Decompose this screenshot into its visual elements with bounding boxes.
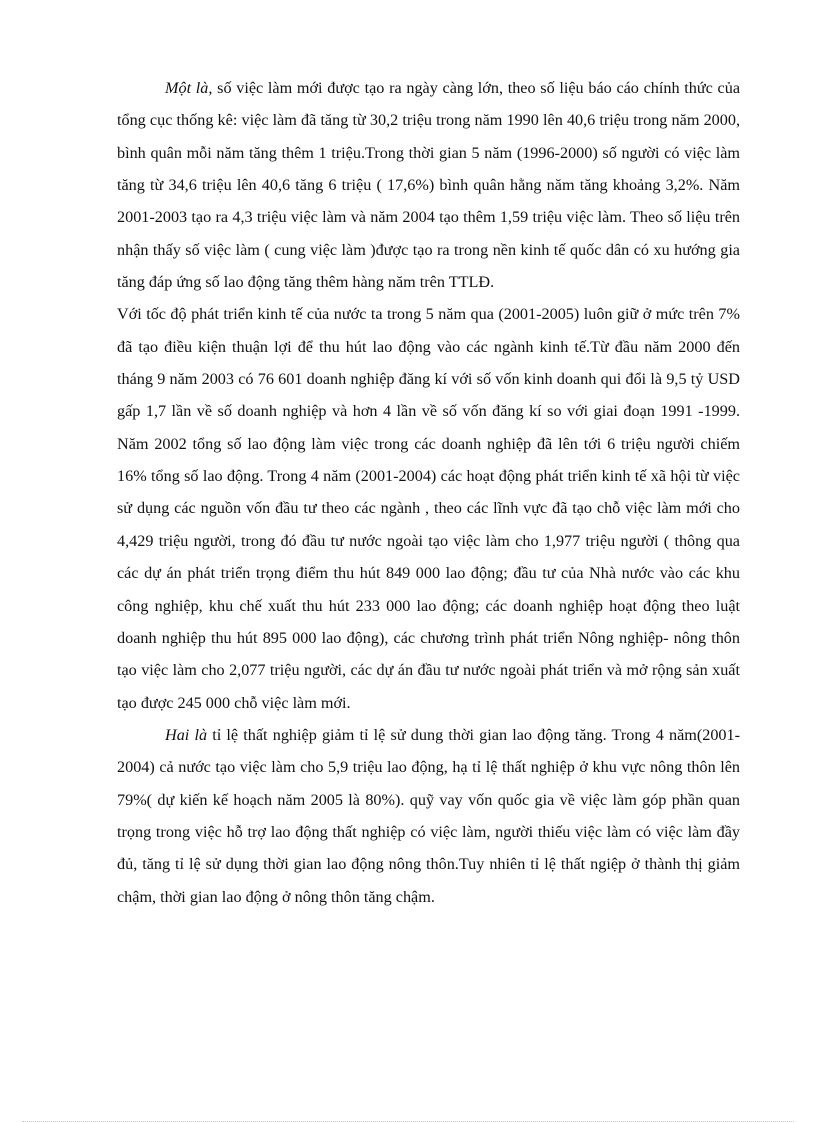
paragraph-text: số việc làm mới được tạo ra ngày càng lớn, theo số liệu báo cáo chính thức của tổng cục thống kê: việc làm đã tăng từ 30,2 triệu trong năm 1990 lên 40,6 triệu trong năm 2000, bình quân mỗi năm tăng thêm 1 triệu.Trong thời gian 5 năm (1996-2000) số người có việc làm tăng từ 34,6 triệu lên 40,6 tăng 6 triệu ( 17,6%) bình quân hằng năm tăng khoảng 3,2%. Năm 2001-2003 tạo ra 4,3 triệu việc làm và năm 2004 tạo thêm 1,59 triệu việc làm. Theo số liệu trên nhận thấy số việc làm ( cung việc làm )được tạo ra trong nền kinh tế quốc dân có xu hướng gia tăng đáp ứng số lao động tăng thêm hàng năm trên TTLĐ. — [117, 79, 741, 292]
page-bottom-dotted-rule — [22, 1121, 794, 1122]
paragraph-mot-la — [117, 72, 740, 298]
body-text — [117, 72, 740, 913]
paragraph-text: tỉ lệ thất nghiệp giảm tỉ lệ sử dung thời gian lao động tăng. Trong 4 năm(2001-2004) cả nước tạo việc làm cho 5,9 triệu lao động, hạ tỉ lệ thất nghiệp ở khu vực nông thôn lên 79%( dự kiến kế hoạch năm 2005 là 80%). quỹ vay vốn quốc gia về việc làm góp phần quan trọng trong việc hỗ trợ lao động thất nghiệp có việc làm, người thiếu việc làm có việc làm đầy đủ, tăng tỉ lệ sử dụng thời gian lao động nông thôn.Tuy nhiên tỉ lệ thất ngiệp ở thành thị giảm chậm, thời gian lao động ở nông thôn tăng chậm. — [117, 725, 741, 906]
paragraph-hai-la — [117, 719, 740, 913]
paragraph-lead-italic: Một là, — [165, 79, 213, 97]
paragraph-lead-italic: Hai là — [165, 725, 208, 744]
paragraph-growth — [117, 298, 740, 718]
paragraph-text: Với tốc độ phát triển kinh tế của nước ta trong 5 năm qua (2001-2005) luôn giữ ở mức trên 7% đã tạo điều kiện thuận lợi để thu hút lao động vào các ngành kinh tế.Từ đầu năm 2000 đến tháng 9 năm 2003 có 76 601 doanh nghiệp đăng kí với số vốn kinh doanh qui đổi là 9,5 tỷ USD gấp 1,7 lần về số doanh nghiệp và hơn 4 lần về số vốn đăng kí so với giai đoạn 1991 -1999. Năm 2002 tổng số lao động làm việc trong các doanh nghiệp đã lên tới 6 triệu người chiếm 16% tổng số lao động. Trong 4 năm (2001-2004) các hoạt động phát triển kinh tế xã hội từ việc sử dụng các nguồn vốn đầu tư theo các ngành , theo các lĩnh vực đã tạo chỗ việc làm mới cho 4,429 triệu người, trong đó đầu tư nước ngoài tạo việc làm cho 1,977 triệu người ( thông qua các dự án phát triển trọng điểm thu hút 849 000 lao động; đầu tư của Nhà nước vào các khu công nghiệp, khu chế xuất thu hút 233 000 lao động; các doanh nghiệp hoạt động theo luật doanh nghiệp thu hút 895 000 lao động), các chương trình phát triển Nông nghiệp- nông thôn tạo việc làm cho 2,077 triệu người, các dự án đầu tư nước ngoài phát triển và mở rộng sản xuất tạo được 245 000 chỗ việc làm mới. — [117, 305, 740, 712]
